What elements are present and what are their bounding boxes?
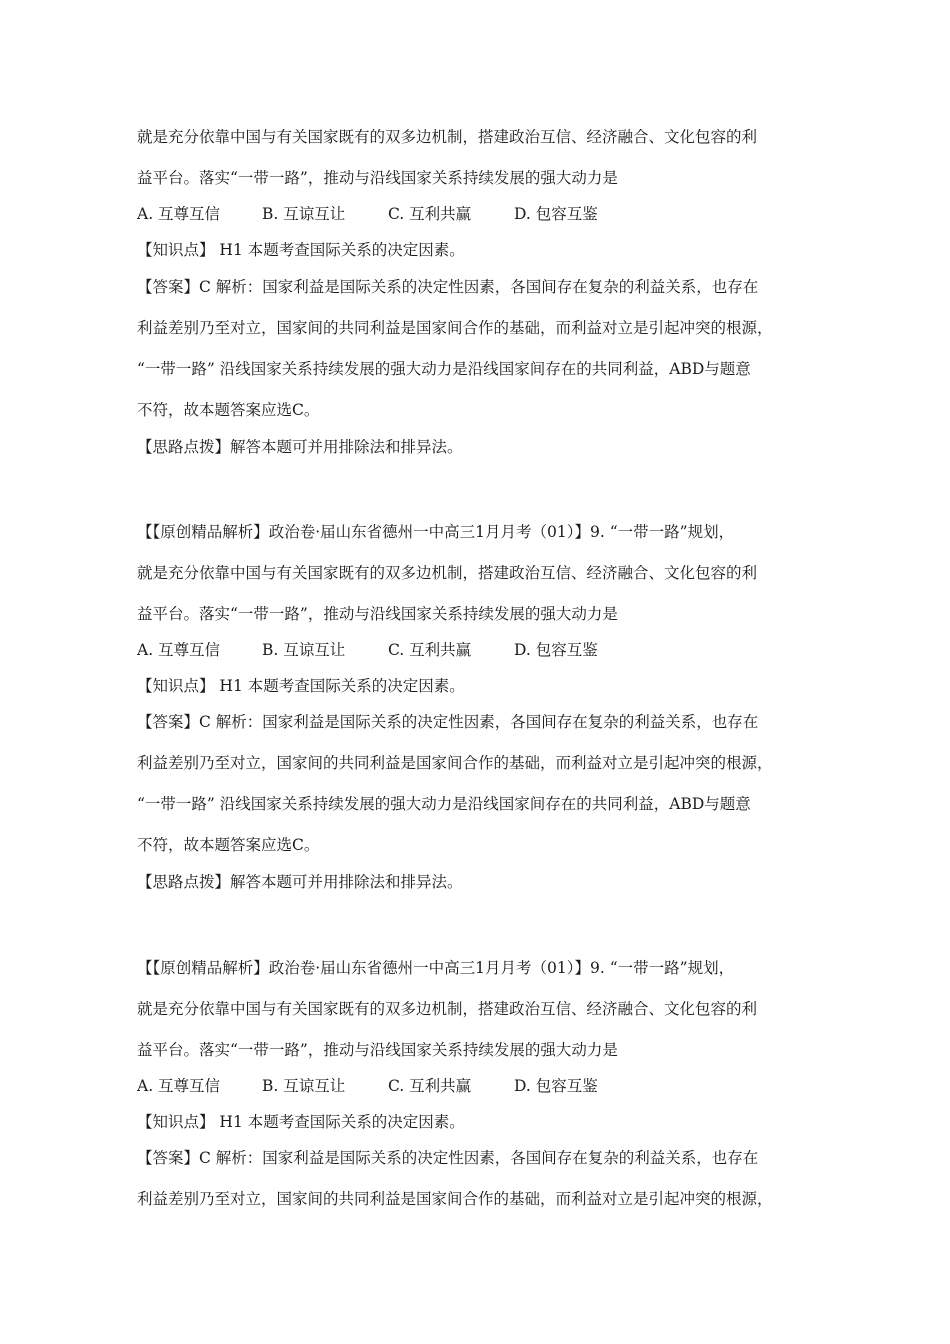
answer-line: “一带一路” 沿线国家关系持续发展的强大动力是沿线国家间存在的共同利益，ABD与题意 xyxy=(137,360,751,378)
answer-line: 利益差别乃至对立，国家间的共同利益是国家间合作的基础，而利益对立是引起冲突的根源， xyxy=(137,319,773,337)
answer-line: 不符，故本题答案应选C。 xyxy=(137,401,320,419)
question-stem-line: 就是充分依靠中国与有关国家既有的双多边机制，搭建政治互信、经济融合、文化包容的利 xyxy=(137,128,758,146)
question-header: 【【原创精品解析】政治卷·届山东省德州一中高三1月月考（01）】9. “一带一路”规划， xyxy=(137,959,735,977)
option-d: D. 包容互鉴 xyxy=(514,205,598,223)
solution-tip: 【思路点拨】解答本题可并用排除法和排异法。 xyxy=(137,873,463,891)
answer-line: 【答案】C 解析：国家利益是国际关系的决定性因素，各国间存在复杂的利益关系，也存在 xyxy=(137,713,759,731)
question-header: 【【原创精品解析】政治卷·届山东省德州一中高三1月月考（01）】9. “一带一路”规划， xyxy=(137,523,735,541)
question-stem-line: 就是充分依靠中国与有关国家既有的双多边机制，搭建政治互信、经济融合、文化包容的利 xyxy=(137,564,758,582)
knowledge-point: 【知识点】 H1 本题考查国际关系的决定因素。 xyxy=(137,241,465,259)
question-stem-line: 益平台。落实“一带一路”，推动与沿线国家关系持续发展的强大动力是 xyxy=(137,169,618,187)
option-a: A. 互尊互信 xyxy=(137,1077,221,1095)
answer-line: 不符，故本题答案应选C。 xyxy=(137,836,320,854)
option-d: D. 包容互鉴 xyxy=(514,1077,598,1095)
answer-options xyxy=(137,204,598,224)
answer-options xyxy=(137,640,598,660)
answer-line: 利益差别乃至对立，国家间的共同利益是国家间合作的基础，而利益对立是引起冲突的根源， xyxy=(137,1190,773,1208)
option-a: A. 互尊互信 xyxy=(137,641,221,659)
option-b: B. 互谅互让 xyxy=(262,205,346,223)
knowledge-point: 【知识点】 H1 本题考查国际关系的决定因素。 xyxy=(137,1113,465,1131)
answer-line: 【答案】C 解析：国家利益是国际关系的决定性因素，各国间存在复杂的利益关系，也存在 xyxy=(137,1149,759,1167)
option-d: D. 包容互鉴 xyxy=(514,641,598,659)
answer-line: “一带一路” 沿线国家关系持续发展的强大动力是沿线国家间存在的共同利益，ABD与题意 xyxy=(137,795,751,813)
option-c: C. 互利共赢 xyxy=(388,641,472,659)
question-stem-line: 就是充分依靠中国与有关国家既有的双多边机制，搭建政治互信、经济融合、文化包容的利 xyxy=(137,1000,758,1018)
option-a: A. 互尊互信 xyxy=(137,205,221,223)
question-stem-line: 益平台。落实“一带一路”，推动与沿线国家关系持续发展的强大动力是 xyxy=(137,605,618,623)
answer-options xyxy=(137,1076,598,1096)
option-c: C. 互利共赢 xyxy=(388,205,472,223)
knowledge-point: 【知识点】 H1 本题考查国际关系的决定因素。 xyxy=(137,677,465,695)
answer-line: 【答案】C 解析：国家利益是国际关系的决定性因素，各国间存在复杂的利益关系，也存在 xyxy=(137,278,759,296)
option-c: C. 互利共赢 xyxy=(388,1077,472,1095)
question-stem-line: 益平台。落实“一带一路”，推动与沿线国家关系持续发展的强大动力是 xyxy=(137,1041,618,1059)
option-b: B. 互谅互让 xyxy=(262,641,346,659)
option-b: B. 互谅互让 xyxy=(262,1077,346,1095)
solution-tip: 【思路点拨】解答本题可并用排除法和排异法。 xyxy=(137,438,463,456)
answer-line: 利益差别乃至对立，国家间的共同利益是国家间合作的基础，而利益对立是引起冲突的根源， xyxy=(137,754,773,772)
